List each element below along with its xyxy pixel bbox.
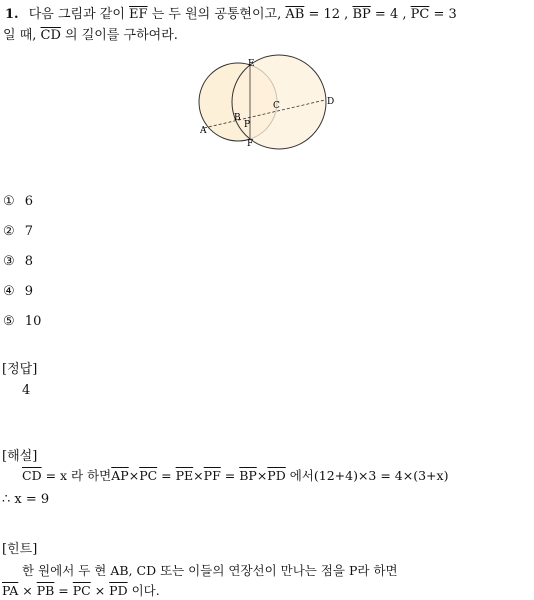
hint-label: [힌트] [2, 542, 38, 557]
choice-mark: ④ [3, 284, 15, 299]
label-a: A [200, 126, 207, 136]
choice-mark: ③ [3, 254, 15, 269]
problem-text: 의 길이를 구하여라. [65, 28, 178, 43]
value-pc: = 3 [433, 7, 457, 22]
segment-pd: $\overline{PD}$ [109, 583, 128, 598]
hint-text: 이다. [127, 583, 160, 598]
times-sign: × [256, 468, 268, 483]
segment-pb: $\overline{PB}$ [36, 583, 55, 598]
solution-text: = x 라 하면 [45, 468, 112, 483]
segment-pd: $\overline{PD}$ [267, 468, 286, 483]
solution-line-1 [22, 466, 448, 484]
equals-sign: = [54, 583, 73, 598]
value-ab: = 12 , [308, 7, 349, 22]
solution-label: [해설] [2, 449, 38, 464]
solution-text: 에서(12+4)×3 = 4×(3+x) [289, 468, 449, 483]
choice-value: 6 [24, 194, 34, 209]
choice-1[interactable] [3, 194, 33, 209]
segment-ap: $\overline{AP}$ [111, 468, 129, 483]
segment-cd: $\overline{CD}$ [22, 468, 42, 483]
choice-4[interactable] [3, 284, 33, 299]
segment-pc: $\overline{PC}$ [72, 583, 91, 598]
label-c: C [273, 101, 280, 111]
choice-value: 9 [24, 284, 34, 299]
choice-mark: ① [3, 194, 15, 209]
choice-3[interactable] [3, 254, 33, 269]
label-f: F [247, 139, 254, 149]
answer-label: [정답] [2, 362, 38, 377]
equals-sign: = [161, 468, 172, 483]
label-p: P [244, 120, 251, 130]
label-d: D [327, 97, 335, 107]
segment-cd: $\overline{CD}$ [40, 28, 61, 43]
choice-value: 8 [24, 254, 34, 269]
problem-text: 는 두 원의 공통현이고, [151, 7, 282, 22]
hint-line-1: 한 원에서 두 현 AB, CD 또는 이들의 연장선이 만나는 점을 P라 하면 [22, 563, 398, 578]
choice-value: 10 [24, 314, 42, 329]
choice-value: 7 [24, 224, 34, 239]
problem-number: 1. [5, 7, 19, 22]
segment-pe: $\overline{PE}$ [175, 468, 194, 483]
times-sign: × [128, 468, 140, 483]
segment-ef: $\overline{EF}$ [129, 7, 148, 22]
choice-5[interactable] [3, 314, 41, 329]
segment-bp: $\overline{BP}$ [239, 468, 257, 483]
segment-ab: $\overline{AB}$ [285, 7, 305, 22]
segment-pc: $\overline{PC}$ [139, 468, 158, 483]
equals-sign: = [224, 468, 236, 483]
label-e: E [248, 59, 255, 69]
problem-text: 다음 그림과 같이 [28, 7, 125, 22]
value-bp: = 4 , [374, 7, 407, 22]
hint-line-2 [2, 581, 160, 599]
choice-2[interactable] [3, 224, 33, 239]
label-b: B [234, 113, 241, 123]
choice-mark: ② [3, 224, 15, 239]
times-sign: × [90, 583, 110, 598]
segment-pf: $\overline{PF}$ [203, 468, 221, 483]
answer-value: 4 [22, 383, 31, 398]
problem-text: 일 때, [3, 28, 37, 43]
segment-bp: $\overline{BP}$ [352, 7, 371, 22]
times-sign: × [18, 583, 37, 598]
geometry-figure [0, 0, 534, 160]
solution-line-2: ∴ x = 9 [2, 492, 50, 507]
times-sign: × [193, 468, 204, 483]
segment-pa: $\overline{PA}$ [2, 583, 19, 598]
segment-pc: $\overline{PC}$ [410, 7, 430, 22]
choice-mark: ⑤ [3, 314, 15, 329]
